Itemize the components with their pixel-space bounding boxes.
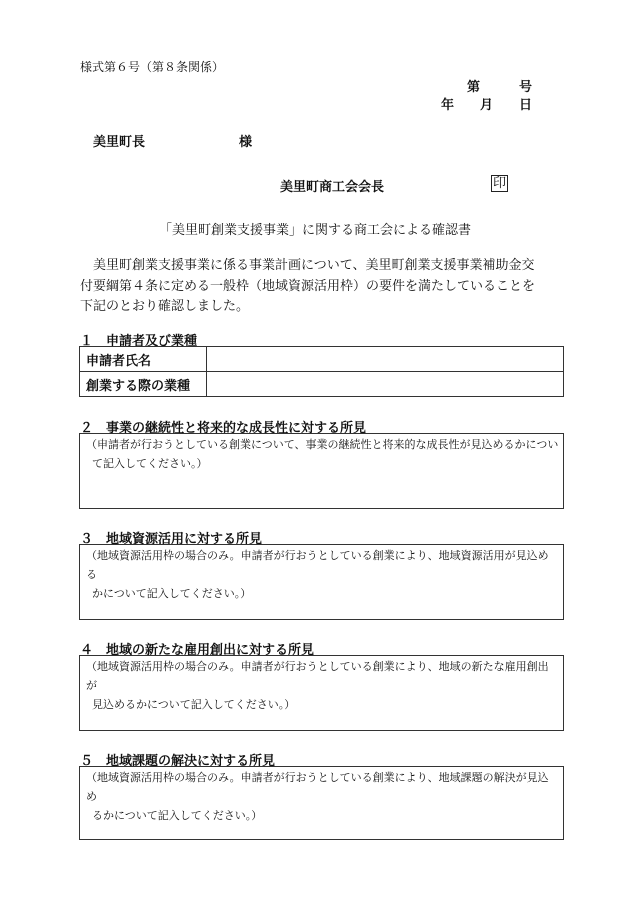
instruction-text: （地域資源活用枠の場合のみ。申請者が行おうとしている創業により、地域資源活用が見込める	[86, 549, 549, 581]
section-5-heading: ５ 地域課題の解決に対する所見	[80, 754, 276, 769]
instruction-text: 見込めるかについて記入してください。）	[92, 698, 296, 711]
applicant-name-label: 申請者氏名	[80, 347, 207, 372]
addressee-name: 美里町長	[93, 135, 146, 150]
body-line: 美里町創業支援事業に係る事業計画について、美里町創業支援事業補助金交	[93, 258, 535, 273]
applicant-table	[79, 346, 564, 397]
form-label: 様式第６号（第８条関係）	[80, 60, 225, 74]
section-4-heading: ４ 地域の新たな雇用創出に対する所見	[80, 643, 315, 658]
addressee-honorific: 様	[239, 135, 253, 150]
business-type-label: 創業する際の業種	[80, 372, 207, 397]
business-type-field[interactable]	[207, 372, 564, 397]
continuity-opinion-box[interactable]	[79, 433, 564, 509]
instruction-text: （申請者が行おうとしている創業について、事業の継続性と将来的な成長性が見込めるかについ	[86, 438, 559, 451]
regional-issue-opinion-box[interactable]	[79, 766, 564, 840]
issuer-name: 美里町商工会会長	[280, 180, 385, 195]
document-title: 「美里町創業支援事業」に関する商工会による確認書	[159, 223, 472, 238]
instruction-text: かについて記入してください。）	[92, 587, 252, 600]
employment-opinion-box[interactable]	[79, 655, 564, 731]
instruction-text: （地域資源活用枠の場合のみ。申請者が行おうとしている創業により、地域課題の解決が見込め	[86, 771, 549, 803]
document-number: 第 号	[467, 80, 533, 95]
document-date: 年 月 日	[441, 98, 533, 113]
instruction-text: るかについて記入してください。）	[92, 809, 263, 822]
instruction-text: （地域資源活用枠の場合のみ。申請者が行おうとしている創業により、地域の新たな雇用創出が	[86, 660, 549, 692]
table-row	[80, 347, 564, 372]
section-2-heading: ２ 事業の継続性と将来的な成長性に対する所見	[80, 421, 367, 436]
section-1-heading: １ 申請者及び業種	[80, 334, 198, 349]
seal-mark: 印	[493, 176, 507, 191]
section-3-heading: ３ 地域資源活用に対する所見	[80, 532, 263, 547]
regional-resource-opinion-box[interactable]	[79, 544, 564, 620]
body-paragraph	[80, 256, 560, 318]
instruction-text: て記入してください。）	[92, 457, 208, 470]
table-row	[80, 372, 564, 397]
body-line: 下記のとおり確認しました。	[80, 299, 250, 314]
body-line: 付要綱第４条に定める一般枠（地域資源活用枠）の要件を満たしていることを	[80, 278, 536, 294]
applicant-name-field[interactable]	[207, 347, 564, 372]
